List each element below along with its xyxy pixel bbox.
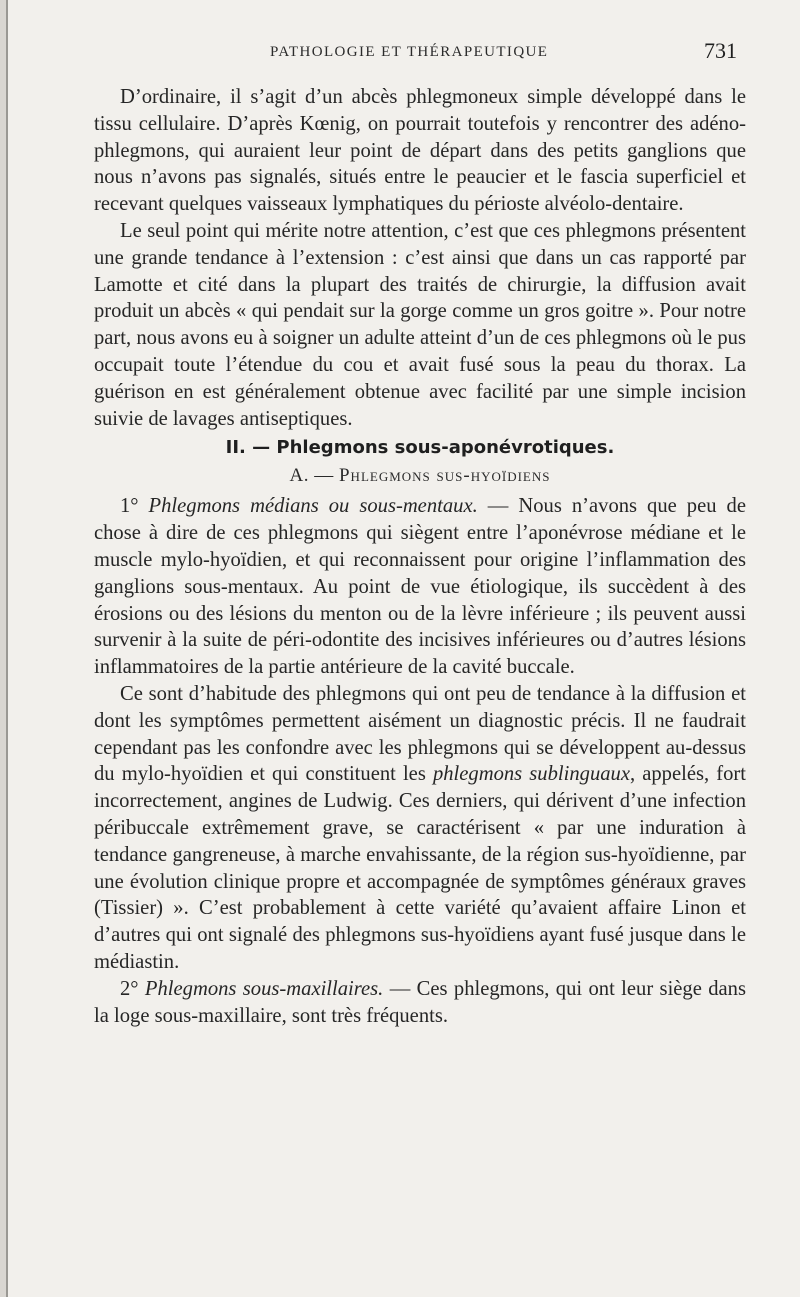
item-text: — Ces phlegmons, qui ont leur siège dans la loge sous-maxillaire, sont très fréquents. <box>94 977 746 1027</box>
item-text: — Nous n’avons que peu de chose à dire de ces phlegmons qui siègent entre l’aponévrose médiane et le muscle mylo-hyoïdien, et qui reconnaissent pour origine l’inflammation des ganglions sous-mentaux. Au point de vue étiologique, ils succèdent à des érosions ou des lésions du menton ou de la lèvre inférieure ; ils peuvent aussi survenir à la suite de péri-odontite des incisives inférieures ou d’autres lésions inflammatoires de la partie antérieure de la cavité buccale. <box>94 495 746 679</box>
item-title: Phlegmons sous-maxillaires. <box>144 977 384 1000</box>
page-header <box>8 38 800 64</box>
item-number: 1° <box>120 495 149 518</box>
section-heading: II. — Phlegmons sous-aponévrotiques. <box>225 437 615 459</box>
paragraph-diffusion <box>94 681 746 976</box>
subsection-title: Phlegmons sus-hyoïdiens <box>338 465 551 487</box>
paragraph-sous-maxillaires <box>94 976 746 1030</box>
emphasis-sublinguaux: phlegmons sublinguaux <box>432 763 630 786</box>
paragraph-text-end: , appelés, fort incorrectement, angines de Ludwig. Ces derniers, qui dérivent d’une infection péribuccale extrêmement grave, se caractérisent « par une induration à tendance gangreneuse, à marche envahissante, de la région sus-hyoïdienne, par une évolution clinique propre et accompagnée de symptômes généraux graves (Tissier) ». C’est probablement à cette variété qu’avaient affaire Linon et d’autres qui ont signalé des phlegmons sus-hyoïdiens ayant fusé jusque dans le médiastin. <box>94 763 746 973</box>
subsection-letter: A. — <box>289 465 339 487</box>
body-text <box>94 84 746 1029</box>
paragraph-sous-mentaux <box>94 493 746 681</box>
paragraph-ordinaire: D’ordinaire, il s’agit d’un abcès phlegmoneux simple développé dans le tissu cellulaire. D’après Kœnig, on pourrait toutefois y rencontrer des adéno-phlegmons, qui auraient leur point de départ dans des petits ganglions que nous n’avons pas signalés, situés entre le peaucier et le fascia superficiel et recevant quelques vaisseaux lymphatiques du périoste alvéolo-dentaire. <box>94 86 746 216</box>
running-head: PATHOLOGIE ET THÉRAPEUTIQUE <box>270 44 549 60</box>
item-title: Phlegmons médians ou sous-mentaux. <box>148 495 478 518</box>
item-number: 2° <box>120 977 145 1000</box>
paragraph-extension: Le seul point qui mérite notre attention, c’est que ces phlegmons présentent une grande tendance à l’extension : c’est ainsi que dans un cas rapporté par Lamotte et cité dans la plupart des traités de chirurgie, la diffusion avait produit un abcès « qui pendait sur la gorge comme un gros goitre ». Pour notre part, nous avons eu à soigner un adulte atteint d’un de ces phlegmons où le pus occupait toute l’étendue du cou et avait fusé sous la peau du thorax. La guérison en est généralement obtenue avec facilité par une simple incision suivie de lavages antiseptiques. <box>94 219 746 430</box>
subsection-heading <box>94 463 746 489</box>
paragraph-text-start: Ce sont d’habitude des phlegmons qui ont peu de tendance à la diffusion et dont les symptômes permettent aisément un diagnostic précis. Il ne faudrait cependant pas les confondre avec les phlegmons qui se développent au-dessus du mylo-hyoïdien et qui constituent les <box>94 682 746 786</box>
book-page <box>6 0 800 1297</box>
page-number: 731 <box>704 38 737 63</box>
